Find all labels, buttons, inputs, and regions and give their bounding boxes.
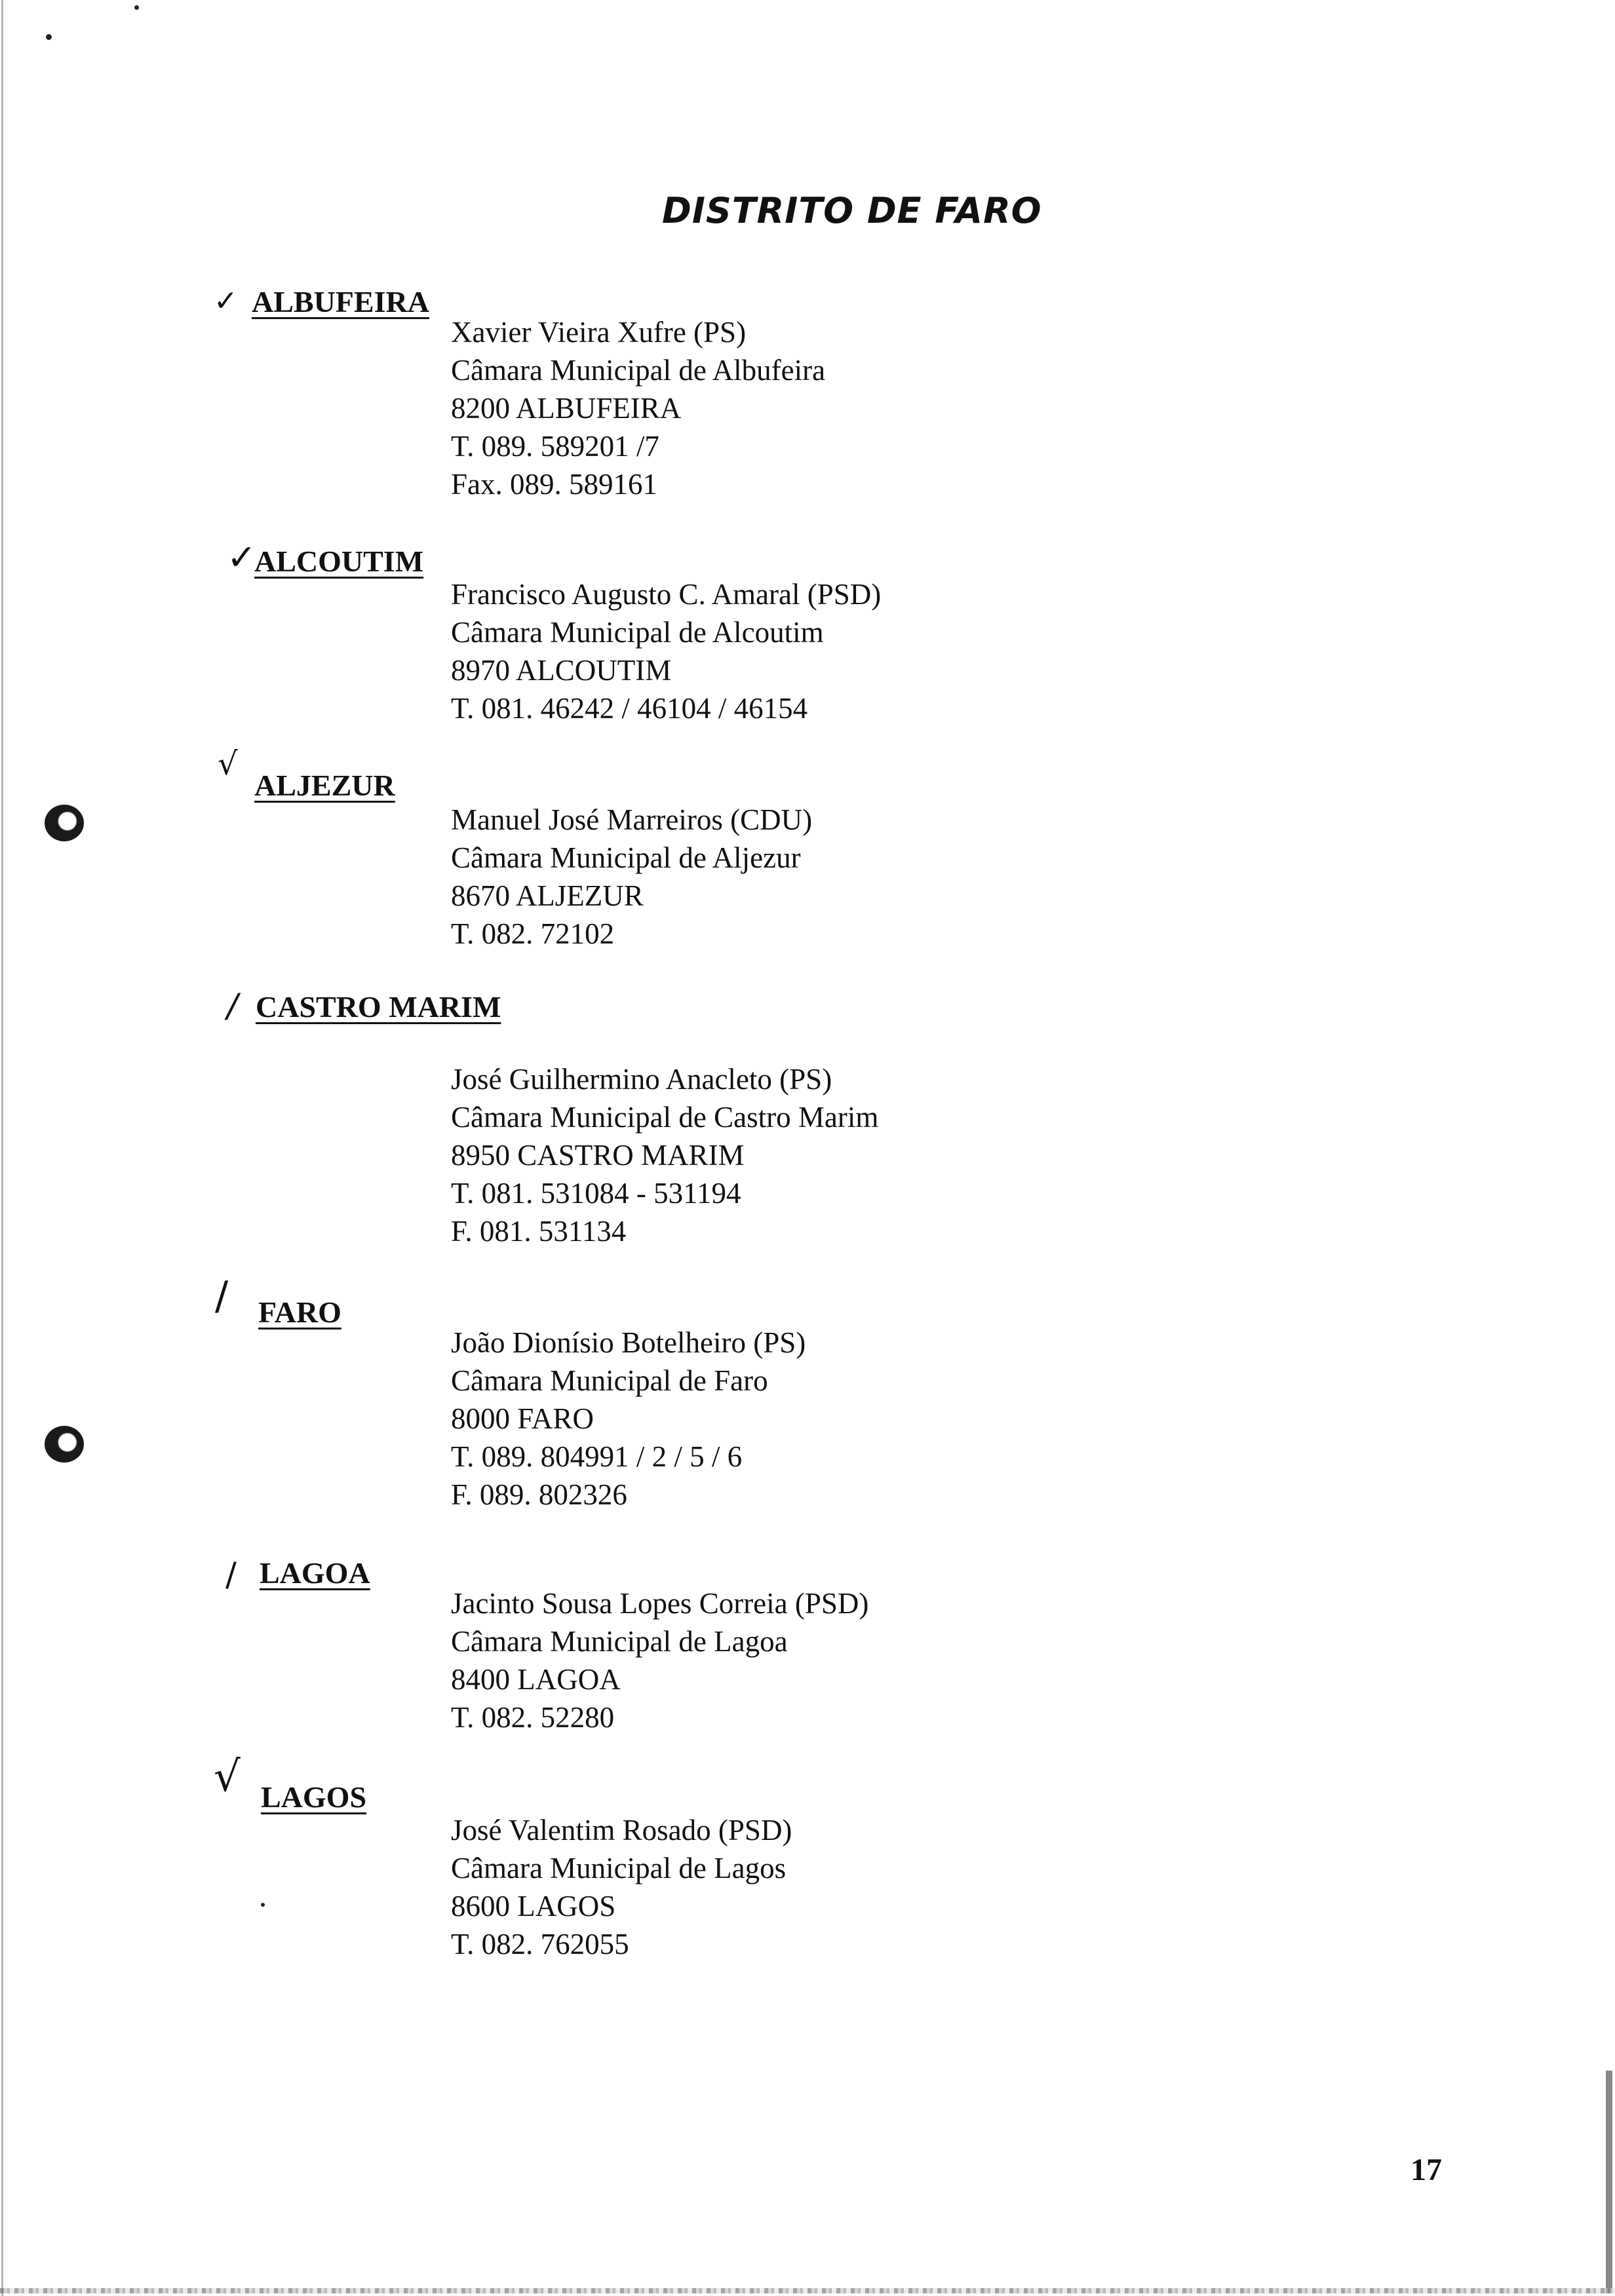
page-number: 17 (1411, 2152, 1442, 2187)
punch-hole-icon (45, 805, 84, 841)
municipality-name: ALCOUTIM (254, 545, 424, 578)
checkmark-icon: √ (214, 1753, 241, 1801)
municipality-name: ALBUFEIRA (252, 285, 429, 318)
mayor-name: João Dionísio Botelheiro (PS) (451, 1326, 806, 1359)
scan-right-edge (1606, 2071, 1612, 2293)
phone-number: T. 081. 531084 - 531194 (451, 1177, 741, 1210)
scan-speck (134, 5, 139, 10)
checkmark-icon: / (225, 1556, 237, 1594)
phone-number: T. 089. 804991 / 2 / 5 / 6 (451, 1440, 743, 1473)
checkmark-icon: √ (218, 746, 238, 782)
scan-speck (46, 34, 52, 40)
mayor-name: Manuel José Marreiros (CDU) (451, 803, 813, 836)
council-name: Câmara Municipal de Faro (451, 1364, 768, 1397)
mayor-name: Jacinto Sousa Lopes Correia (PSD) (451, 1587, 869, 1620)
postal-address: 8600 LAGOS (451, 1890, 616, 1923)
scan-speck (261, 1903, 265, 1907)
municipality-name: CASTRO MARIM (256, 990, 501, 1024)
fax-number: Fax. 089. 589161 (451, 468, 657, 501)
municipality-details (451, 313, 825, 503)
phone-number: T. 082. 762055 (451, 1928, 629, 1961)
phone-number: T. 089. 589201 /7 (451, 430, 659, 463)
council-name: Câmara Municipal de Lagos (451, 1852, 787, 1885)
council-name: Câmara Municipal de Albufeira (451, 354, 826, 387)
checkmark-icon: / (215, 1273, 229, 1319)
council-name: Câmara Municipal de Alcoutim (451, 616, 824, 649)
postal-address: 8970 ALCOUTIM (451, 654, 672, 687)
mayor-name: Francisco Augusto C. Amaral (PSD) (451, 578, 882, 611)
scan-left-edge (1, 0, 3, 2296)
postal-address: 8400 LAGOA (451, 1663, 621, 1696)
checkmark-icon: ✓ (227, 537, 257, 578)
fax-number: F. 089. 802326 (451, 1478, 627, 1511)
scan-bottom-edge (0, 2288, 1615, 2293)
council-name: Câmara Municipal de Lagoa (451, 1625, 788, 1658)
municipality-name: ALJEZUR (254, 769, 395, 802)
phone-number: T. 082. 52280 (451, 1701, 615, 1734)
municipality-details (451, 575, 881, 727)
punch-hole-icon (45, 1426, 84, 1463)
checkmark-icon: / (227, 987, 238, 1025)
municipality-details (451, 1811, 792, 1963)
mayor-name: José Guilhermino Anacleto (PS) (451, 1063, 832, 1096)
council-name: Câmara Municipal de Castro Marim (451, 1101, 879, 1134)
mayor-name: Xavier Vieira Xufre (PS) (451, 316, 747, 349)
mayor-name: José Valentim Rosado (PSD) (451, 1814, 792, 1846)
municipality-details (451, 801, 812, 953)
municipality-name: LAGOA (260, 1556, 370, 1590)
document-title: DISTRITO DE FARO (662, 190, 1042, 231)
postal-address: 8950 CASTRO MARIM (451, 1139, 745, 1172)
council-name: Câmara Municipal de Aljezur (451, 841, 801, 874)
phone-number: T. 082. 72102 (451, 917, 615, 950)
postal-address: 8200 ALBUFEIRA (451, 392, 682, 425)
municipality-details (451, 1584, 868, 1736)
municipality-name: LAGOS (261, 1780, 367, 1814)
fax-number: F. 081. 531134 (451, 1215, 627, 1248)
municipality-name: FARO (258, 1295, 341, 1329)
postal-address: 8000 FARO (451, 1402, 594, 1435)
postal-address: 8670 ALJEZUR (451, 879, 644, 912)
phone-number: T. 081. 46242 / 46104 / 46154 (451, 692, 808, 725)
checkmark-icon: ✓ (214, 284, 238, 318)
municipality-details (451, 1060, 878, 1250)
municipality-details (451, 1324, 806, 1514)
